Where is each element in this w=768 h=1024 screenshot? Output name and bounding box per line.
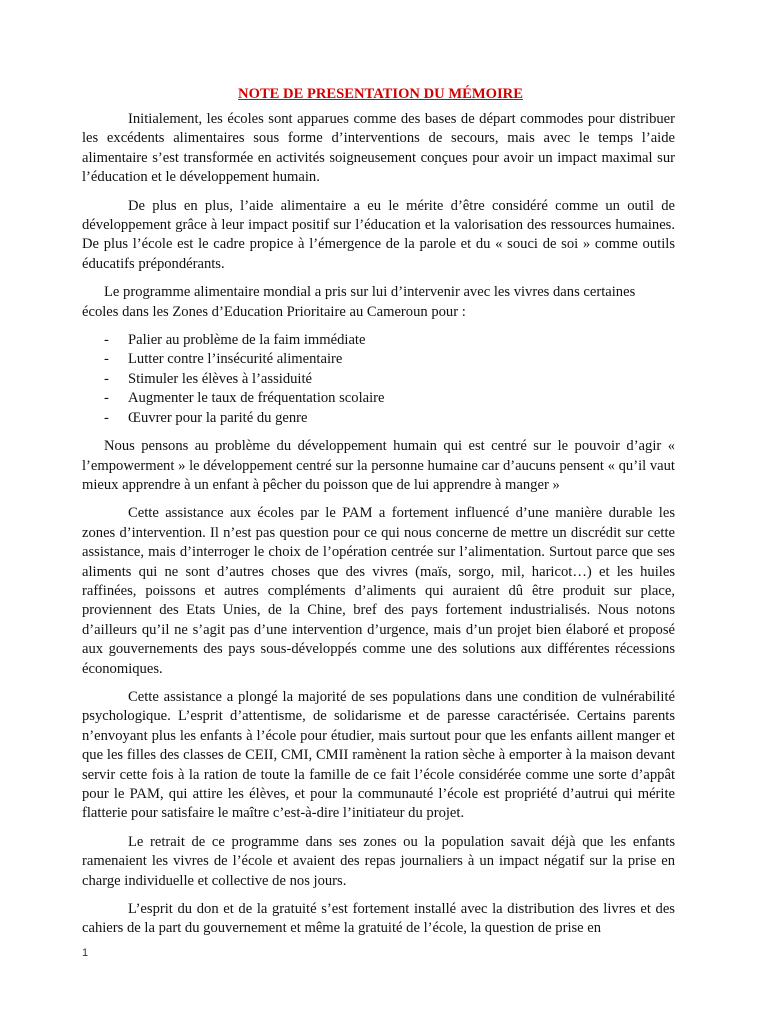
paragraph-8: L’esprit du don et de la gratuité s’est fortement installé avec la distribution des livres et des cahiers de la part du gouvernement et même la gratuité de l’école, la question de prise en xyxy=(82,901,675,937)
list-item-text: Augmenter le taux de fréquentation scolaire xyxy=(128,390,385,407)
bullet-dash: - xyxy=(104,370,109,387)
paragraph-5: Cette assistance aux écoles par le PAM a fortement influencé d’une manière durable les zones d’intervention. Il n’est pas question pour ce qui nous concerne de mettre un discrédit sur cette assistance, mais d’interroger le choix de l’opération centrée sur l’alimentation. Surtout parce que ses aliments qui ne sont d’autres choses que des vivres (maïs, sorgo, mil, haricot…) et les huiles raffinées, poissons et autres compléments d’aliments qui auraient dû être produit sur place, proviennent des Etats Unies, de la Chine, bref des pays fortement industrialisés. Nous notons d’ailleurs qu’il ne s’agit pas d’une intervention d’urgence, mais d’un projet bien élaboré et proposé aux gouvernements des pays sous-développés comme une des solutions aux différentes récessions économiques. xyxy=(82,505,675,677)
paragraph-4: Nous pensons au problème du développement humain qui est centré sur le pouvoir d’agir « l’empowerment » le développement centré sur la personne humaine car d’aucuns pensent « qu’il vaut mieux apprendre à un enfant à pêcher du poisson que de lui apprendre à manger » xyxy=(82,438,675,493)
paragraph-2: De plus en plus, l’aide alimentaire a eu le mérite d’être considéré comme un outil de développement grâce à leur impact positif sur l’éducation et la valorisation des ressources humaines. De plus l’école est le cadre propice à l’émergence de la parole et du « souci de soi » comme outils éducatifs prépondérants. xyxy=(82,197,675,272)
list-item xyxy=(82,409,675,428)
paragraph-3: Le programme alimentaire mondial a pris sur lui d’intervenir avec les vivres dans certaines écoles dans les Zones d’Education Prioritaire au Cameroun pour : xyxy=(82,284,636,320)
objectives-list xyxy=(82,331,675,428)
bullet-dash: - xyxy=(104,351,109,368)
paragraph-7: Le retrait de ce programme dans ses zones ou la population savait déjà que les enfants ramenaient les vivres de l’école et avaient des repas journaliers à un impact négatif sur la prise en charge individuelle et collective de nos jours. xyxy=(82,833,675,889)
list-item xyxy=(82,350,675,369)
list-item-text: Stimuler les élèves à l’assiduité xyxy=(128,370,312,387)
list-item-text: Œuvrer pour la parité du genre xyxy=(128,409,308,426)
list-item xyxy=(82,389,675,408)
list-item xyxy=(82,331,675,350)
bullet-dash: - xyxy=(104,409,109,426)
list-item-text: Lutter contre l’insécurité alimentaire xyxy=(128,351,343,368)
list-item xyxy=(82,370,675,389)
bullet-dash: - xyxy=(104,332,109,349)
bullet-dash: - xyxy=(104,390,109,407)
list-item-text: Palier au problème de la faim immédiate xyxy=(128,332,366,349)
paragraph-6: Cette assistance a plongé la majorité de ses populations dans une condition de vulnérabilité psychologique. L’esprit d’attentisme, de solidarisme et de paresse caractérisée. Certains parents n’envoyant plus les enfants à l’école pour étudier, mais surtout pour que les enfants aillent manger et que les filles des classes de CEII, CMI, CMII ramènent la ration sèche à emporter à la maison devant servir cette fois à la ration de toute la famille de ce fait l’école considérée comme une sorte d’appât pour le PAM, qui attire les élèves, et pour la communauté l’école est propriété d’autrui qui mérite flatterie pour satisfaire le maître c’est-à-dire l’initiateur du projet. xyxy=(82,688,675,822)
paragraph-1: Initialement, les écoles sont apparues comme des bases de départ commodes pour distribuer les excédents alimentaires sous forme d’interventions de secours, mais avec le temps l’aide alimentaire s’est transformée en activités soigneusement conçues pour avoir un impact maximal sur l’éducation et le développement humain. xyxy=(82,111,675,186)
page-number: 1 xyxy=(82,947,89,959)
document-title: NOTE DE PRESENTATION DU MÉMOIRE xyxy=(238,86,523,102)
